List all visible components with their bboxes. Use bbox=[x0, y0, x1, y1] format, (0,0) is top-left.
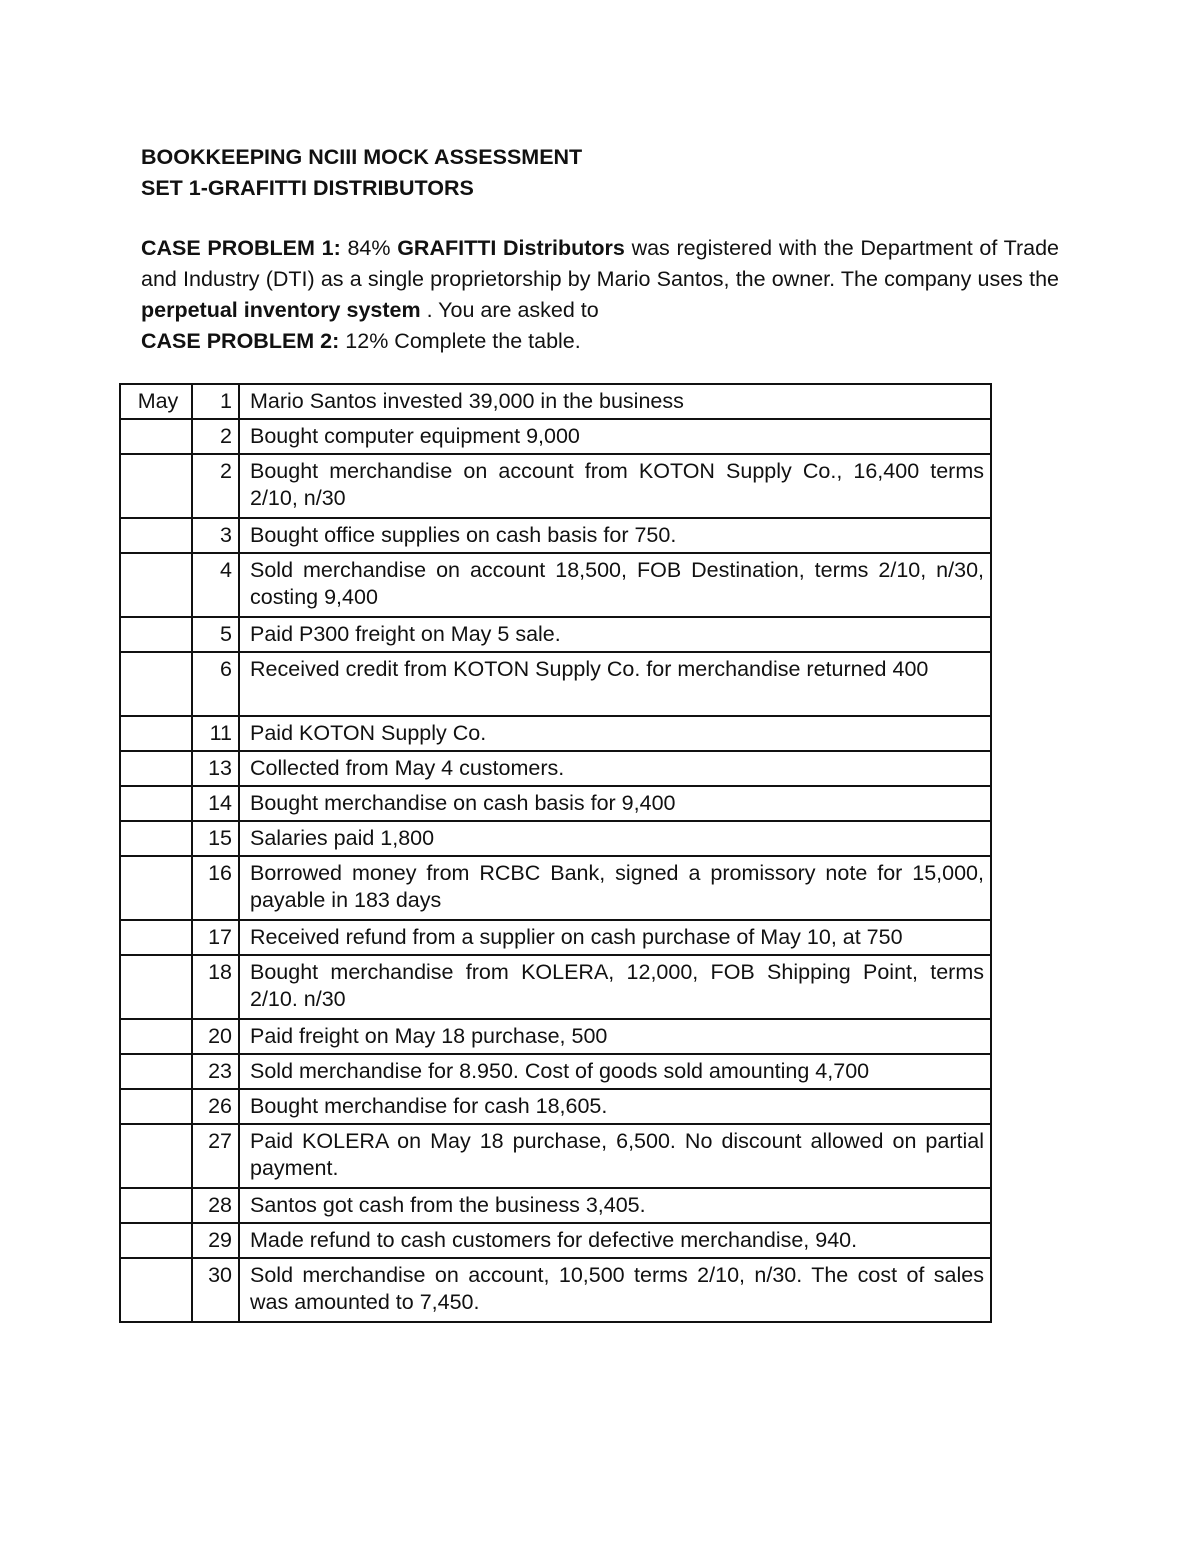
table-row bbox=[120, 1124, 991, 1188]
description-cell: Bought merchandise for cash 18,605. bbox=[239, 1089, 991, 1124]
document-subtitle: SET 1-GRAFITTI DISTRIBUTORS bbox=[141, 176, 474, 200]
table-row bbox=[120, 1258, 991, 1322]
description-cell: Bought merchandise from KOLERA, 12,000, FOB Shipping Point, terms 2/10. n/30 bbox=[239, 955, 991, 1019]
day-cell: 2 bbox=[192, 419, 239, 454]
table-row bbox=[120, 955, 991, 1019]
month-cell bbox=[120, 1089, 192, 1124]
table-row bbox=[120, 617, 991, 652]
month-cell bbox=[120, 617, 192, 652]
day-cell: 26 bbox=[192, 1089, 239, 1124]
description-cell: Sold merchandise on account 18,500, FOB Destination, terms 2/10, n/30, costing 9,400 bbox=[239, 553, 991, 617]
case-problem-1-percent: 84% bbox=[340, 236, 398, 260]
case-problem-1-text: was registered with the Department of Trade and Industry (DTI) as a single proprietorship by Mario Santos, the owner. The company uses the bbox=[141, 236, 1059, 291]
description-cell: Made refund to cash customers for defective merchandise, 940. bbox=[239, 1223, 991, 1258]
table-row bbox=[120, 454, 991, 518]
day-cell: 16 bbox=[192, 856, 239, 920]
description-cell: Bought computer equipment 9,000 bbox=[239, 419, 991, 454]
company-name: GRAFITTI Distributors bbox=[397, 236, 625, 260]
month-cell bbox=[120, 454, 192, 518]
table-row bbox=[120, 1188, 991, 1223]
document-title: BOOKKEEPING NCIII MOCK ASSESSMENT bbox=[141, 145, 583, 169]
table-row bbox=[120, 920, 991, 955]
month-cell bbox=[120, 518, 192, 553]
day-cell: 20 bbox=[192, 1019, 239, 1054]
day-cell: 17 bbox=[192, 920, 239, 955]
month-cell bbox=[120, 419, 192, 454]
month-cell bbox=[120, 1188, 192, 1223]
month-cell bbox=[120, 1124, 192, 1188]
table-row bbox=[120, 1223, 991, 1258]
month-cell bbox=[120, 553, 192, 617]
case-problem-1 bbox=[141, 233, 1059, 326]
day-cell: 15 bbox=[192, 821, 239, 856]
description-cell: Paid P300 freight on May 5 sale. bbox=[239, 617, 991, 652]
month-cell bbox=[120, 856, 192, 920]
table-row bbox=[120, 553, 991, 617]
table-row bbox=[120, 856, 991, 920]
description-cell: Borrowed money from RCBC Bank, signed a promissory note for 15,000, payable in 183 days bbox=[239, 856, 991, 920]
description-cell: Santos got cash from the business 3,405. bbox=[239, 1188, 991, 1223]
month-cell bbox=[120, 786, 192, 821]
description-cell: Received credit from KOTON Supply Co. for merchandise returned 400 bbox=[239, 652, 991, 716]
day-cell: 11 bbox=[192, 716, 239, 751]
month-cell bbox=[120, 751, 192, 786]
day-cell: 14 bbox=[192, 786, 239, 821]
description-cell: Paid KOTON Supply Co. bbox=[239, 716, 991, 751]
table-row bbox=[120, 716, 991, 751]
day-cell: 23 bbox=[192, 1054, 239, 1089]
day-cell: 3 bbox=[192, 518, 239, 553]
month-cell bbox=[120, 652, 192, 716]
month-cell bbox=[120, 821, 192, 856]
description-cell: Bought office supplies on cash basis for 750. bbox=[239, 518, 991, 553]
day-cell: 30 bbox=[192, 1258, 239, 1322]
description-cell: Sold merchandise for 8.950. Cost of goods sold amounting 4,700 bbox=[239, 1054, 991, 1089]
case-problem-1-label: CASE PROBLEM 1: bbox=[141, 236, 341, 260]
table-row bbox=[120, 1019, 991, 1054]
month-cell bbox=[120, 1019, 192, 1054]
month-cell bbox=[120, 955, 192, 1019]
table-row bbox=[120, 1089, 991, 1124]
description-cell: Paid freight on May 18 purchase, 500 bbox=[239, 1019, 991, 1054]
day-cell: 2 bbox=[192, 454, 239, 518]
table-row bbox=[120, 518, 991, 553]
table-row bbox=[120, 786, 991, 821]
description-cell: Received refund from a supplier on cash purchase of May 10, at 750 bbox=[239, 920, 991, 955]
month-cell bbox=[120, 1223, 192, 1258]
table-row bbox=[120, 384, 991, 419]
inventory-system-phrase: perpetual inventory system bbox=[141, 298, 421, 322]
description-cell: Paid KOLERA on May 18 purchase, 6,500. No discount allowed on partial payment. bbox=[239, 1124, 991, 1188]
table-row bbox=[120, 652, 991, 716]
case-problem-2-label: CASE PROBLEM 2: bbox=[141, 329, 340, 353]
day-cell: 6 bbox=[192, 652, 239, 716]
day-cell: 4 bbox=[192, 553, 239, 617]
table-row bbox=[120, 419, 991, 454]
transactions-table bbox=[119, 383, 992, 1323]
day-cell: 18 bbox=[192, 955, 239, 1019]
day-cell: 27 bbox=[192, 1124, 239, 1188]
day-cell: 5 bbox=[192, 617, 239, 652]
case-problem-2 bbox=[141, 326, 1059, 357]
description-cell: Salaries paid 1,800 bbox=[239, 821, 991, 856]
description-cell: Bought merchandise on account from KOTON Supply Co., 16,400 terms 2/10, n/30 bbox=[239, 454, 991, 518]
day-cell: 1 bbox=[192, 384, 239, 419]
day-cell: 29 bbox=[192, 1223, 239, 1258]
day-cell: 13 bbox=[192, 751, 239, 786]
case-problem-2-text: 12% Complete the table. bbox=[339, 329, 581, 353]
table-row bbox=[120, 1054, 991, 1089]
month-cell bbox=[120, 920, 192, 955]
case-problems bbox=[141, 233, 1059, 357]
description-cell: Bought merchandise on cash basis for 9,400 bbox=[239, 786, 991, 821]
table-row bbox=[120, 821, 991, 856]
month-cell: May bbox=[120, 384, 192, 419]
month-cell bbox=[120, 1258, 192, 1322]
table-row bbox=[120, 751, 991, 786]
description-cell: Collected from May 4 customers. bbox=[239, 751, 991, 786]
day-cell: 28 bbox=[192, 1188, 239, 1223]
month-cell bbox=[120, 716, 192, 751]
month-cell bbox=[120, 1054, 192, 1089]
description-cell: Sold merchandise on account, 10,500 terms 2/10, n/30. The cost of sales was amounted to 7,450. bbox=[239, 1258, 991, 1322]
document-heading bbox=[141, 142, 1071, 204]
description-cell: Mario Santos invested 39,000 in the business bbox=[239, 384, 991, 419]
case-problem-1-ending: . You are asked to bbox=[420, 298, 599, 322]
